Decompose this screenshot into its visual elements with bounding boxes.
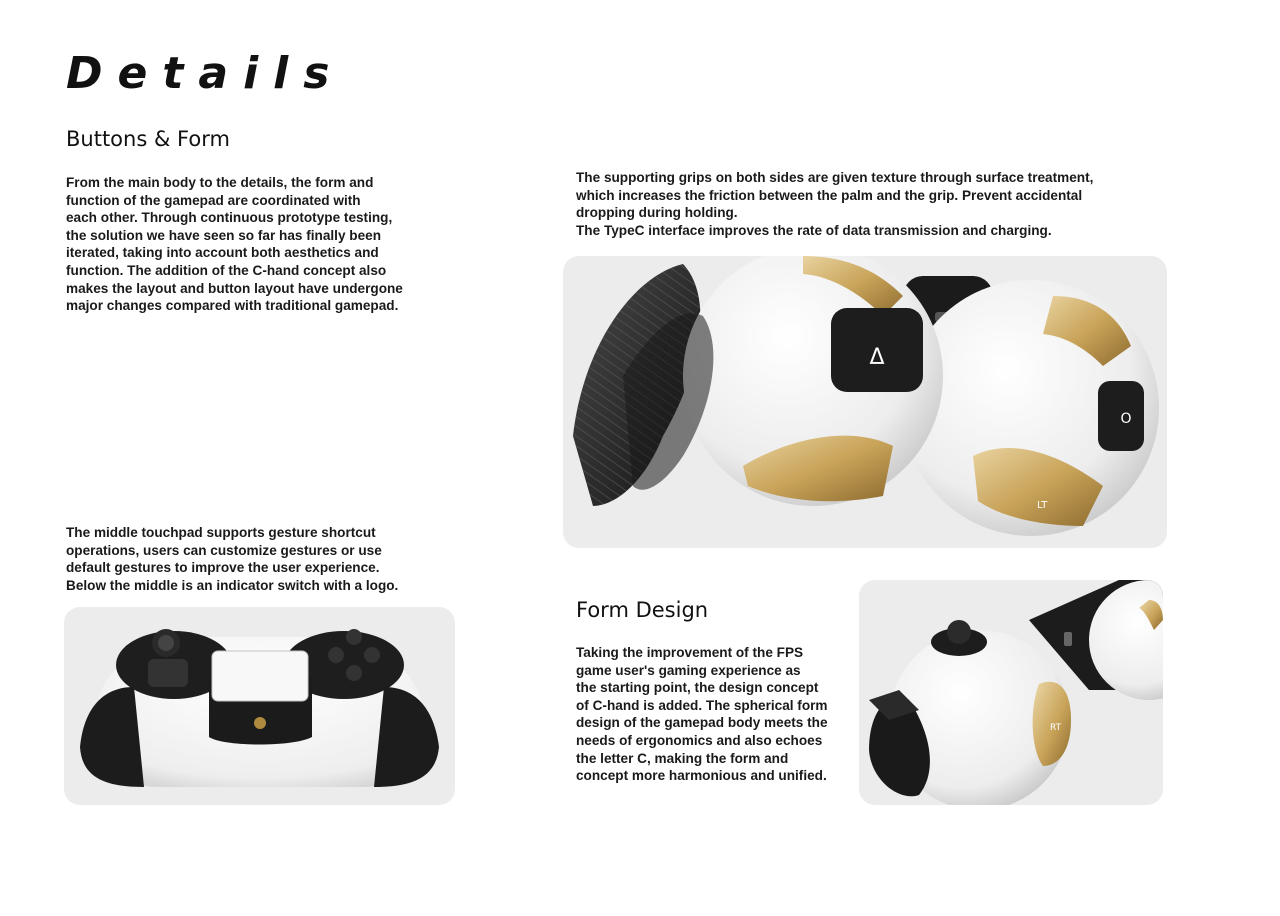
paragraph-line: dropping during holding. xyxy=(576,205,738,221)
touchpad-paragraph xyxy=(66,524,446,594)
buttons-form-paragraph xyxy=(66,174,446,315)
form-design-paragraph xyxy=(576,644,856,785)
paragraph-line: needs of ergonomics and also echoes xyxy=(576,732,823,748)
paragraph-line: the letter C, making the form and xyxy=(576,750,789,766)
paragraph-line: of C-hand is added. The spherical form xyxy=(576,697,828,713)
page-title: Details xyxy=(66,48,345,99)
paragraph-line: makes the layout and button layout have undergone xyxy=(66,280,403,296)
section-heading-buttons-form: Buttons & Form xyxy=(66,127,230,151)
grip-left xyxy=(80,687,144,787)
paragraph-line: operations, users can customize gestures or use xyxy=(66,542,382,558)
paragraph-line: game user's gaming experience as xyxy=(576,662,801,678)
paragraph-line: design of the gamepad body meets the xyxy=(576,715,828,731)
paragraph-line: default gestures to improve the user experience. xyxy=(66,560,380,576)
gamepad-front-image xyxy=(64,607,455,805)
grips-paragraph xyxy=(576,169,1176,239)
face-button-top xyxy=(346,629,362,645)
rt-label: RT xyxy=(1050,723,1062,733)
paragraph-line: Below the middle is an indicator switch with a logo. xyxy=(66,577,399,593)
paragraph-line: Taking the improvement of the FPS xyxy=(576,645,804,660)
paragraph-line: the starting point, the design concept xyxy=(576,680,819,696)
paragraph-line: the solution we have seen so far has finally been xyxy=(66,227,382,243)
paragraph-line: From the main body to the details, the form and xyxy=(66,175,374,190)
paragraph-line: function of the gamepad are coordinated with xyxy=(66,192,361,208)
paragraph-line: which increases the friction between the palm and the grip. Prevent accidental xyxy=(576,187,1083,203)
paragraph-line: The supporting grips on both sides are given texture through surface treatment, xyxy=(576,170,1094,185)
paragraph-line: concept more harmonious and unified. xyxy=(576,768,827,784)
paragraph-line: The middle touchpad supports gesture shortcut xyxy=(66,525,376,540)
logo-indicator-icon xyxy=(254,717,266,729)
paragraph-line: major changes compared with traditional gamepad. xyxy=(66,298,399,314)
gamepad-side-image xyxy=(859,580,1163,805)
paragraph-line: each other. Through continuous prototype testing, xyxy=(66,210,393,226)
section-heading-form-design: Form Design xyxy=(576,598,709,622)
circle-label: O xyxy=(1120,411,1132,427)
face-button-left xyxy=(328,647,344,663)
grips-closeup-image xyxy=(563,256,1167,548)
port-icon xyxy=(1064,632,1072,646)
paragraph-line: function. The addition of the C-hand concept also xyxy=(66,262,387,278)
face-button-right xyxy=(364,647,380,663)
paragraph-line: The TypeC interface improves the rate of data transmission and charging. xyxy=(576,222,1052,238)
lt-label: LT xyxy=(1037,500,1048,511)
grip-right xyxy=(374,687,439,787)
face-button-bottom xyxy=(346,665,362,681)
triangle-label: Δ xyxy=(869,345,885,370)
paragraph-line: iterated, taking into account both aesthetics and xyxy=(66,245,379,261)
